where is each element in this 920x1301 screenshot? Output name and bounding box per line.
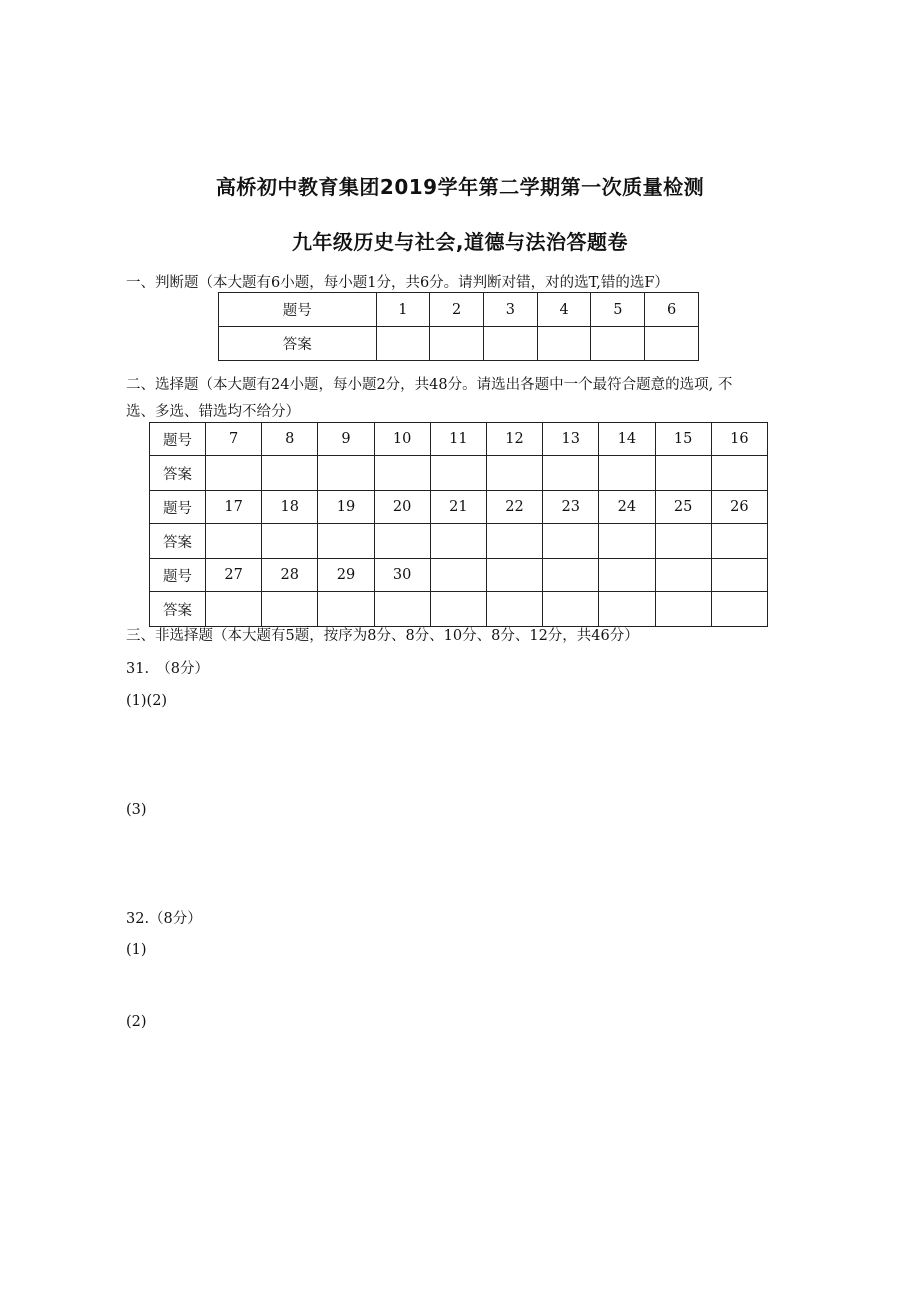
answer-cell[interactable]	[537, 327, 591, 361]
row-label-question: 题号	[150, 491, 206, 524]
answer-cell[interactable]	[206, 592, 262, 627]
row-label-question: 题号	[150, 559, 206, 592]
section3-heading: 三、非选择题（本大题有5题，按序为8分、8分、10分、8分、12分，共46分）	[126, 628, 639, 644]
question-number: 30	[374, 559, 430, 592]
answer-cell[interactable]	[655, 456, 711, 491]
row-label-answer: 答案	[219, 327, 377, 361]
table-row	[150, 491, 768, 524]
question-number: 26	[711, 491, 767, 524]
question-number: 25	[655, 491, 711, 524]
question-number: 5	[591, 293, 645, 327]
question-31-label: 31. （8分）	[126, 661, 210, 677]
question-31-part-3: (3)	[126, 802, 147, 818]
answer-cell[interactable]	[318, 592, 374, 627]
answer-cell[interactable]	[711, 456, 767, 491]
question-number	[599, 559, 655, 592]
question-number: 19	[318, 491, 374, 524]
question-32-part-2: (2)	[126, 1014, 147, 1030]
question-number	[711, 559, 767, 592]
answer-cell[interactable]	[599, 456, 655, 491]
row-label-answer: 答案	[150, 456, 206, 491]
row-label-answer: 答案	[150, 592, 206, 627]
answer-cell[interactable]	[374, 456, 430, 491]
question-number: 17	[206, 491, 262, 524]
answer-cell[interactable]	[262, 524, 318, 559]
question-number: 28	[262, 559, 318, 592]
answer-cell[interactable]	[486, 456, 542, 491]
question-number: 22	[486, 491, 542, 524]
question-number: 2	[430, 293, 484, 327]
table-row	[219, 293, 699, 327]
question-number: 16	[711, 423, 767, 456]
question-number	[430, 559, 486, 592]
answer-cell[interactable]	[486, 592, 542, 627]
question-number: 12	[486, 423, 542, 456]
question-number: 13	[543, 423, 599, 456]
answer-cell[interactable]	[206, 456, 262, 491]
answer-cell[interactable]	[374, 592, 430, 627]
answer-cell[interactable]	[430, 524, 486, 559]
judge-answer-table	[218, 292, 699, 361]
answer-cell[interactable]	[543, 592, 599, 627]
row-label-answer: 答案	[150, 524, 206, 559]
table-row	[150, 524, 768, 559]
answer-cell[interactable]	[430, 592, 486, 627]
section1-heading: 一、判断题（本大题有6小题，每小题1分，共6分。请判断对错，对的选T,错的选F）	[126, 275, 669, 291]
answer-cell[interactable]	[591, 327, 645, 361]
choice-answer-table	[149, 422, 768, 627]
question-number: 9	[318, 423, 374, 456]
table-row	[219, 327, 699, 361]
question-number: 3	[484, 293, 538, 327]
question-number: 24	[599, 491, 655, 524]
question-32-part-1: (1)	[126, 942, 147, 958]
answer-cell[interactable]	[599, 524, 655, 559]
exam-subtitle: 九年级历史与社会,道德与法治答题卷	[291, 230, 629, 254]
question-32-label: 32.（8分）	[126, 911, 202, 927]
question-number: 4	[537, 293, 591, 327]
question-number	[655, 559, 711, 592]
exam-title: 高桥初中教育集团2019学年第二学期第一次质量检测	[215, 175, 705, 199]
answer-cell[interactable]	[376, 327, 430, 361]
answer-cell[interactable]	[262, 592, 318, 627]
answer-cell[interactable]	[486, 524, 542, 559]
question-number: 7	[206, 423, 262, 456]
question-number: 11	[430, 423, 486, 456]
question-number: 29	[318, 559, 374, 592]
answer-cell[interactable]	[484, 327, 538, 361]
table-row	[150, 423, 768, 456]
question-number: 1	[376, 293, 430, 327]
answer-cell[interactable]	[645, 327, 699, 361]
answer-cell[interactable]	[655, 592, 711, 627]
table-row	[150, 456, 768, 491]
question-number: 27	[206, 559, 262, 592]
question-number: 14	[599, 423, 655, 456]
answer-cell[interactable]	[543, 524, 599, 559]
row-label-question: 题号	[219, 293, 377, 327]
table-row	[150, 559, 768, 592]
answer-cell[interactable]	[543, 456, 599, 491]
answer-cell[interactable]	[711, 592, 767, 627]
question-number: 20	[374, 491, 430, 524]
question-number: 21	[430, 491, 486, 524]
question-number: 8	[262, 423, 318, 456]
row-label-question: 题号	[150, 423, 206, 456]
question-number: 6	[645, 293, 699, 327]
answer-cell[interactable]	[374, 524, 430, 559]
answer-cell[interactable]	[711, 524, 767, 559]
answer-cell[interactable]	[430, 456, 486, 491]
answer-cell[interactable]	[318, 456, 374, 491]
question-number: 18	[262, 491, 318, 524]
section2-heading-line1: 二、选择题（本大题有24小题，每小题2分，共48分。请选出各题中一个最符合题意的选项, 不	[126, 377, 733, 393]
question-number	[486, 559, 542, 592]
answer-cell[interactable]	[262, 456, 318, 491]
table-row	[150, 592, 768, 627]
answer-cell[interactable]	[430, 327, 484, 361]
answer-cell[interactable]	[599, 592, 655, 627]
answer-cell[interactable]	[206, 524, 262, 559]
question-number: 23	[543, 491, 599, 524]
answer-cell[interactable]	[655, 524, 711, 559]
question-number: 15	[655, 423, 711, 456]
section2-heading-line2: 选、多选、错选均不给分）	[126, 404, 300, 420]
answer-cell[interactable]	[318, 524, 374, 559]
question-31-part-1-2: (1)(2)	[126, 693, 168, 709]
question-number	[543, 559, 599, 592]
question-number: 10	[374, 423, 430, 456]
